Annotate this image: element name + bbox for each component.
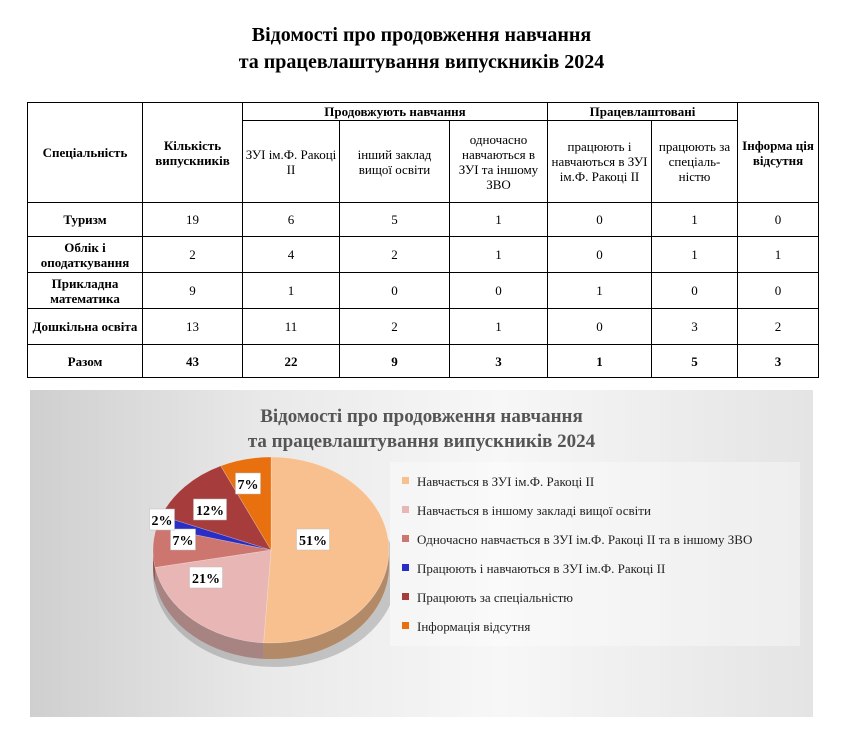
chart-title-line1: Відомості про продовження навчання	[260, 406, 583, 427]
row-label: Дошкільна освіта	[28, 309, 143, 345]
cell: 5	[652, 345, 738, 378]
cell: 0	[450, 273, 548, 309]
chart-title-line2: та працевлаштування випускників 2024	[247, 431, 596, 452]
header-other: інший заклад вищої освіти	[340, 121, 450, 203]
cell: 0	[548, 203, 652, 237]
cell: 0	[548, 309, 652, 345]
cell: 1	[450, 237, 548, 273]
table-row	[28, 203, 819, 237]
header-employed-group: Працевлаштовані	[548, 103, 738, 121]
pie-data-label-text: 12%	[196, 504, 224, 519]
cell: 1	[738, 237, 819, 273]
header-specialty: Спеціальність	[28, 103, 143, 203]
pie-data-label-text: 7%	[172, 534, 194, 549]
chart-legend	[390, 462, 800, 646]
cell: 2	[340, 237, 450, 273]
table-total-row	[28, 345, 819, 378]
page-title-line2: та працевлаштування випускників 2024	[238, 51, 605, 73]
cell: 1	[450, 309, 548, 345]
cell: 22	[243, 345, 340, 378]
pie-data-label	[150, 509, 175, 530]
header-simultaneous: одночасно навчаються в ЗУІ та іншому ЗВО	[450, 121, 548, 203]
table-header-row	[28, 103, 819, 121]
table-row	[28, 273, 819, 309]
cell: 43	[143, 345, 243, 378]
cell: 1	[450, 203, 548, 237]
cell: 2	[738, 309, 819, 345]
pie-chart	[30, 390, 390, 717]
legend-label: Навчається в ЗУІ ім.Ф. Ракоці ІІ	[417, 474, 595, 489]
header-count: Кількість випускників	[143, 103, 243, 203]
cell: 3	[652, 309, 738, 345]
cell: 3	[738, 345, 819, 378]
cell: 0	[548, 237, 652, 273]
pie-data-label	[297, 529, 330, 550]
cell: 6	[243, 203, 340, 237]
legend-swatch	[402, 622, 409, 629]
legend-item	[402, 561, 665, 577]
page-title-line1: Відомості про продовження навчання	[251, 24, 592, 46]
legend-swatch	[402, 593, 409, 600]
legend-label: Навчається в іншому закладі вищої освіти	[417, 503, 651, 518]
legend-item	[402, 503, 651, 519]
pie-data-label-text: 21%	[192, 572, 220, 587]
cell: 3	[450, 345, 548, 378]
cell: 1	[243, 273, 340, 309]
legend-swatch	[402, 535, 409, 542]
header-work-study: працюють і навчаються в ЗУІ ім.Ф. Ракоці ІІ	[548, 121, 652, 203]
cell: 11	[243, 309, 340, 345]
header-no-info: Інформа ція відсутня	[738, 103, 819, 203]
legend-swatch	[402, 506, 409, 513]
cell: 2	[143, 237, 243, 273]
cell: 9	[340, 345, 450, 378]
legend-item	[402, 590, 573, 606]
cell: 19	[143, 203, 243, 237]
header-work-specialty: працюють за спеціаль-ністю	[652, 121, 738, 203]
pie-data-label	[171, 529, 196, 550]
row-label: Разом	[28, 345, 143, 378]
cell: 9	[143, 273, 243, 309]
row-label: Туризм	[28, 203, 143, 237]
pie-data-label-text: 7%	[237, 478, 259, 493]
cell: 1	[652, 237, 738, 273]
header-zui: ЗУІ ім.Ф. Ракоці ІІ	[243, 121, 340, 203]
legend-label: Працюють і навчаються в ЗУІ ім.Ф. Ракоці ІІ	[417, 561, 666, 576]
legend-swatch	[402, 477, 409, 484]
table-row	[28, 309, 819, 345]
row-label: Прикладна математика	[28, 273, 143, 309]
header-continue-group: Продовжують навчання	[243, 103, 548, 121]
row-label: Облік і оподаткування	[28, 237, 143, 273]
cell: 5	[340, 203, 450, 237]
legend-item	[402, 532, 752, 548]
legend-swatch	[402, 564, 409, 571]
legend-item	[402, 619, 530, 635]
legend-label: Одночасно навчається в ЗУІ ім.Ф. Ракоці ІІ та в іншому ЗВО	[417, 532, 753, 547]
page-title	[0, 22, 843, 76]
pie-data-label-text: 2%	[151, 514, 173, 529]
cell: 0	[340, 273, 450, 309]
cell: 4	[243, 237, 340, 273]
cell: 2	[340, 309, 450, 345]
cell: 1	[548, 345, 652, 378]
graduates-table	[27, 102, 819, 378]
cell: 1	[652, 203, 738, 237]
legend-item	[402, 474, 594, 490]
legend-label: Працюють за спеціальністю	[417, 590, 573, 605]
cell: 13	[143, 309, 243, 345]
pie-chart-panel	[30, 390, 813, 717]
pie-data-label	[190, 567, 223, 588]
pie-data-label	[236, 473, 261, 494]
table-row	[28, 237, 819, 273]
pie-data-label-text: 51%	[299, 534, 327, 549]
pie-data-label	[194, 499, 227, 520]
cell: 0	[738, 273, 819, 309]
cell: 0	[738, 203, 819, 237]
cell: 1	[548, 273, 652, 309]
cell: 0	[652, 273, 738, 309]
legend-label: Інформація відсутня	[417, 619, 531, 634]
